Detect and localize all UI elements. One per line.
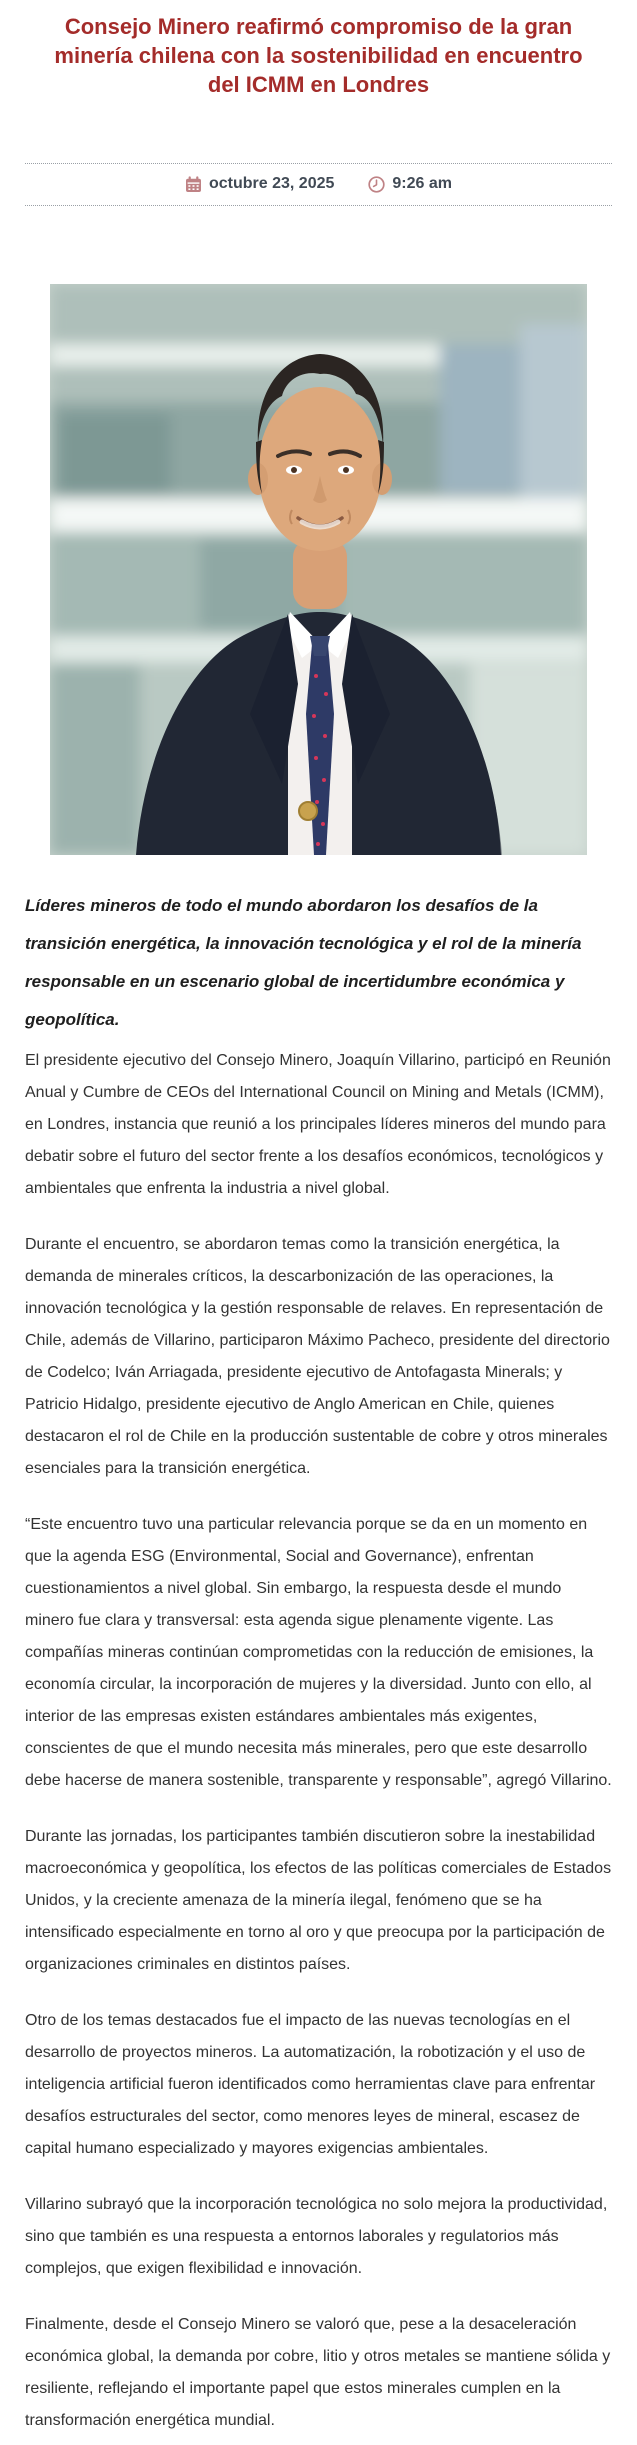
article-paragraph: Finalmente, desde el Consejo Minero se valoró que, pese a la desaceleración económica global, la demanda por cobre, litio y otros metales se mantiene sólida y resiliente, reflejando el importante papel que estos minerales cumplen en la transformación energética mundial.: [25, 2316, 611, 2429]
article-paragraph: Durante el encuentro, se abordaron temas como la transición energética, la demanda de minerales críticos, la descarbonización de las operaciones, la innovación tecnológica y la gestión responsable de relaves. En representación de Chile, además de Villarino, participaron Máximo Pacheco, presidente del directorio de Codelco; Iván Arriagada, presidente ejecutivo de Antofagasta Minerals; y Patricio Hidalgo, presidente ejecutivo de Anglo American en Chile, quienes destacaron el rol de Chile en la producción sustentable de cobre y otros minerales esenciales para la transición energética.: [25, 1236, 610, 1477]
article-time: [368, 175, 452, 193]
article-date-label: octubre 23, 2025: [209, 175, 335, 192]
clock-icon: [368, 176, 385, 193]
article-lead: Líderes mineros de todo el mundo abordaron los desafíos de la transición energética, la innovación tecnológica y el rol de la minería responsable en un escenario global de incertidumbre económica y geopolítica.: [25, 896, 582, 1029]
article-paragraph: El presidente ejecutivo del Consejo Minero, Joaquín Villarino, participó en Reunión Anual y Cumbre de CEOs del International Council on Mining and Metals (ICMM), en Londres, instancia que reunió a los principales líderes mineros del mundo para debatir sobre el futuro del sector frente a los desafíos económicos, tecnológicos y ambientales que enfrenta la industria a nivel global.: [25, 1052, 611, 1197]
article-date: [185, 175, 334, 193]
article-time-label: 9:26 am: [392, 175, 452, 192]
article-paragraph: Otro de los temas destacados fue el impacto de las nuevas tecnologías en el desarrollo de proyectos mineros. La automatización, la robotización y el uso de inteligencia artificial fueron identificados como herramientas clave para enfrentar desafíos estructurales del sector, como menores leyes de mineral, escasez de capital humano especializado y mayores exigencias ambientales.: [25, 2012, 596, 2157]
article-body: [25, 1045, 612, 2437]
article-image: [50, 284, 587, 855]
calendar-icon: [185, 176, 202, 193]
article-paragraph: Villarino subrayó que la incorporación tecnológica no solo mejora la productividad, sino que también es una respuesta a entornos laborales y regulatorios más complejos, que exigen flexibilidad e innovación.: [25, 2196, 608, 2277]
article-paragraph: “Este encuentro tuvo una particular relevancia porque se da en un momento en que la agenda ESG (Environmental, Social and Governance), enfrentan cuestionamientos a nivel global. Sin embargo, la respuesta desde el mundo minero fue clara y transversal: esta agenda sigue plenamente vigente. Las compañías mineras continúan comprometidas con la reducción de emisiones, la economía circular, la incorporación de mujeres y la diversidad. Junto con ello, al interior de las empresas existen estándares ambientales más exigentes, conscientes de que el mundo necesita más minerales, pero que este desarrollo debe hacerse de manera sostenible, transparente y responsable”, agregó Villarino.: [25, 1516, 612, 1789]
article-meta-bar: [25, 163, 612, 206]
article-paragraph: Durante las jornadas, los participantes también discutieron sobre la inestabilidad macroeconómica y geopolítica, los efectos de las políticas comerciales de Estados Unidos, y la creciente amenaza de la minería ilegal, fenómeno que se ha intensificado especialmente en torno al oro y que preocupa por la participación de organizaciones criminales en distintos países.: [25, 1828, 612, 1973]
article-title: Consejo Minero reafirmó compromiso de la gran minería chilena con la sostenibilidad en encuentro del ICMM en Londres: [54, 14, 583, 97]
